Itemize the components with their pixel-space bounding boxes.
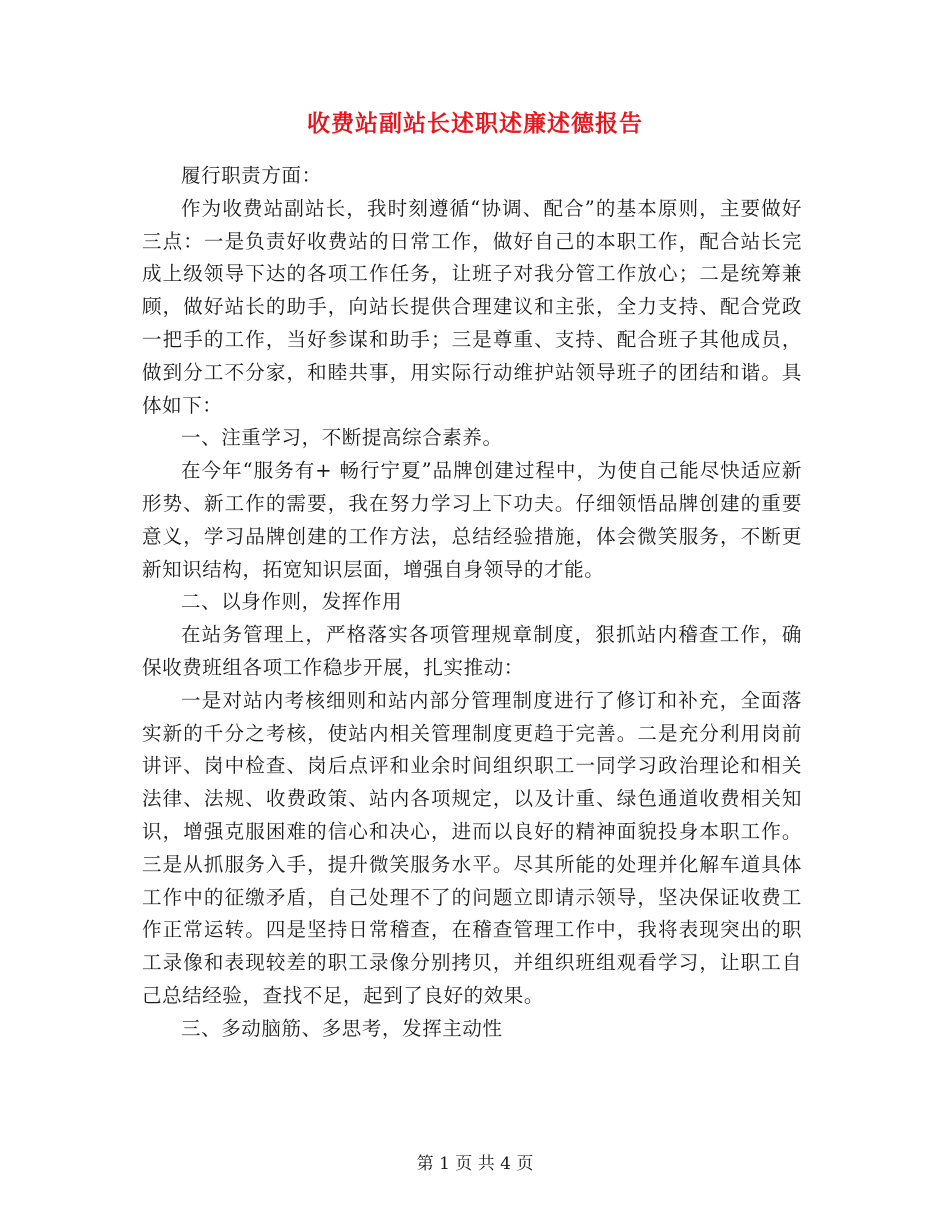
section-heading-example: 二、以身作则，发挥作用 [181,590,403,614]
paragraph-brand-study: 在今年“服务有+ 畅行宁夏”品牌创建过程中，为使自己能尽快适应新形势、新工作的需要，我在努力学习上下功夫。仔细领悟品牌创建的重要意义，学习品牌创建的工作方法，总结经验措施，体会微笑服务，不断更新知识结构，拓宽知识层面，增强自身领导的才能。 [142,459,802,581]
paragraph-role-principles: 作为收费站副站长，我时刻遵循“协调、配合”的基本原则，主要做好三点：一是负责好收费站的日常工作，做好自己的本职工作，配合站长完成上级领导下达的各项工作任务，让班子对我分管工作放心；二是统筹兼顾，做好站长的助手，向站长提供合理建议和主张，全力支持、配合党政一把手的工作，当好参谋和助手；三是尊重、支持、配合班子其他成员，做到分工不分家，和睦共事，用实际行动维护站领导班子的团结和谐。具体如下： [142,196,802,417]
section-heading-study: 一、注重学习，不断提高综合素养。 [181,426,503,450]
document-title: 收费站副站长述职述廉述德报告 [307,110,643,137]
section-heading-duties: 履行职责方面： [181,164,322,187]
page-footer: 第 1 页 共 4 页 [416,1154,534,1174]
paragraph-station-management: 在站务管理上，严格落实各项管理规章制度，狠抓站内稽查工作，确保收费班组各项工作稳步开展，扎实推动： [142,623,802,679]
document-body [142,160,802,1046]
section-heading-initiative: 三、多动脑筋、多思考，发挥主动性 [181,1016,503,1040]
paragraph-management-details: 一是对站内考核细则和站内部分管理制度进行了修订和补充，全面落实新的千分之考核，使站内相关管理制度更趋于完善。二是充分利用岗前讲评、岗中检查、岗后点评和业余时间组织职工一同学习政治理论和相关法律、法规、收费政策、站内各项规定，以及计重、绿色通道收费相关知识，增强克服困难的信心和决心，进而以良好的精神面貌投身本职工作。三是从抓服务入手，提升微笑服务水平。尽其所能的处理并化解车道具体工作中的征缴矛盾，自己处理不了的问题立即请示领导，坚决保证收费工作正常运转。四是坚持日常稽查，在稽查管理工作中，我将表现突出的职工录像和表现较差的职工录像分别拷贝，并组织班组观看学习，让职工自己总结经验，查找不足，起到了良好的效果。 [142,688,802,1007]
